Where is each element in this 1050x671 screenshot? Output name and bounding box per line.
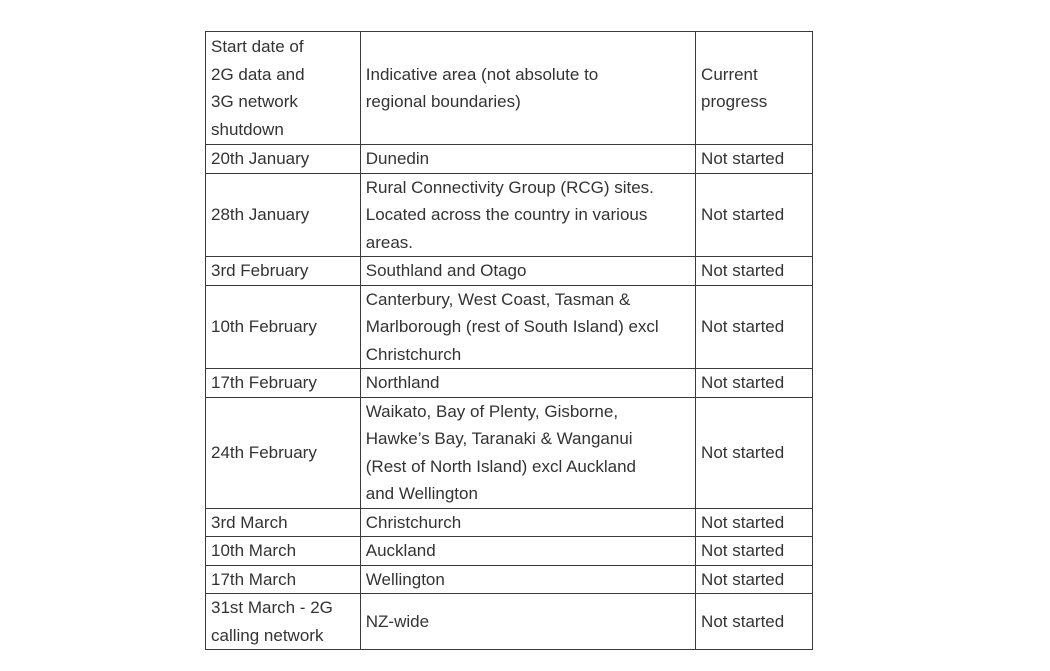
start-date-cell: 17th March xyxy=(206,565,361,594)
table-header-row xyxy=(206,32,813,145)
start-date-cell: 31st March - 2G calling network xyxy=(206,594,361,650)
start-date-cell: 10th March xyxy=(206,537,361,566)
start-date-cell: 3rd March xyxy=(206,508,361,537)
status-cell: Not started xyxy=(696,369,813,398)
status-cell: Not started xyxy=(696,257,813,286)
table-body xyxy=(206,145,813,650)
table-row xyxy=(206,145,813,174)
start-date-cell: 20th January xyxy=(206,145,361,174)
shutdown-schedule-table xyxy=(205,31,813,650)
area-cell: Canterbury, West Coast, Tasman & Marlborough (rest of South Island) excl Christchurch xyxy=(360,285,695,369)
area-cell: Auckland xyxy=(360,537,695,566)
table-row xyxy=(206,257,813,286)
table-row xyxy=(206,173,813,257)
status-cell: Not started xyxy=(696,397,813,508)
status-cell: Not started xyxy=(696,594,813,650)
area-cell: Dunedin xyxy=(360,145,695,174)
header-indicative-area: Indicative area (not absolute to regional boundaries) xyxy=(360,32,695,145)
start-date-cell: 10th February xyxy=(206,285,361,369)
status-cell: Not started xyxy=(696,508,813,537)
table-row xyxy=(206,369,813,398)
start-date-cell: 3rd February xyxy=(206,257,361,286)
area-cell: Rural Connectivity Group (RCG) sites. Located across the country in various areas. xyxy=(360,173,695,257)
status-cell: Not started xyxy=(696,145,813,174)
area-cell: NZ-wide xyxy=(360,594,695,650)
table-row xyxy=(206,594,813,650)
start-date-cell: 17th February xyxy=(206,369,361,398)
status-cell: Not started xyxy=(696,565,813,594)
table-row xyxy=(206,508,813,537)
area-cell: Southland and Otago xyxy=(360,257,695,286)
status-cell: Not started xyxy=(696,285,813,369)
status-cell: Not started xyxy=(696,537,813,566)
table-row xyxy=(206,565,813,594)
start-date-cell: 24th February xyxy=(206,397,361,508)
header-start-date: Start date of 2G data and 3G network shutdown xyxy=(206,32,361,145)
area-cell: Christchurch xyxy=(360,508,695,537)
header-current-progress: Current progress xyxy=(696,32,813,145)
area-cell: Northland xyxy=(360,369,695,398)
table-row xyxy=(206,285,813,369)
table-row xyxy=(206,397,813,508)
status-cell: Not started xyxy=(696,173,813,257)
start-date-cell: 28th January xyxy=(206,173,361,257)
area-cell: Wellington xyxy=(360,565,695,594)
area-cell: Waikato, Bay of Plenty, Gisborne, Hawke’s Bay, Taranaki & Wanganui (Rest of North Island) excl Auckland and Wellington xyxy=(360,397,695,508)
table-row xyxy=(206,537,813,566)
